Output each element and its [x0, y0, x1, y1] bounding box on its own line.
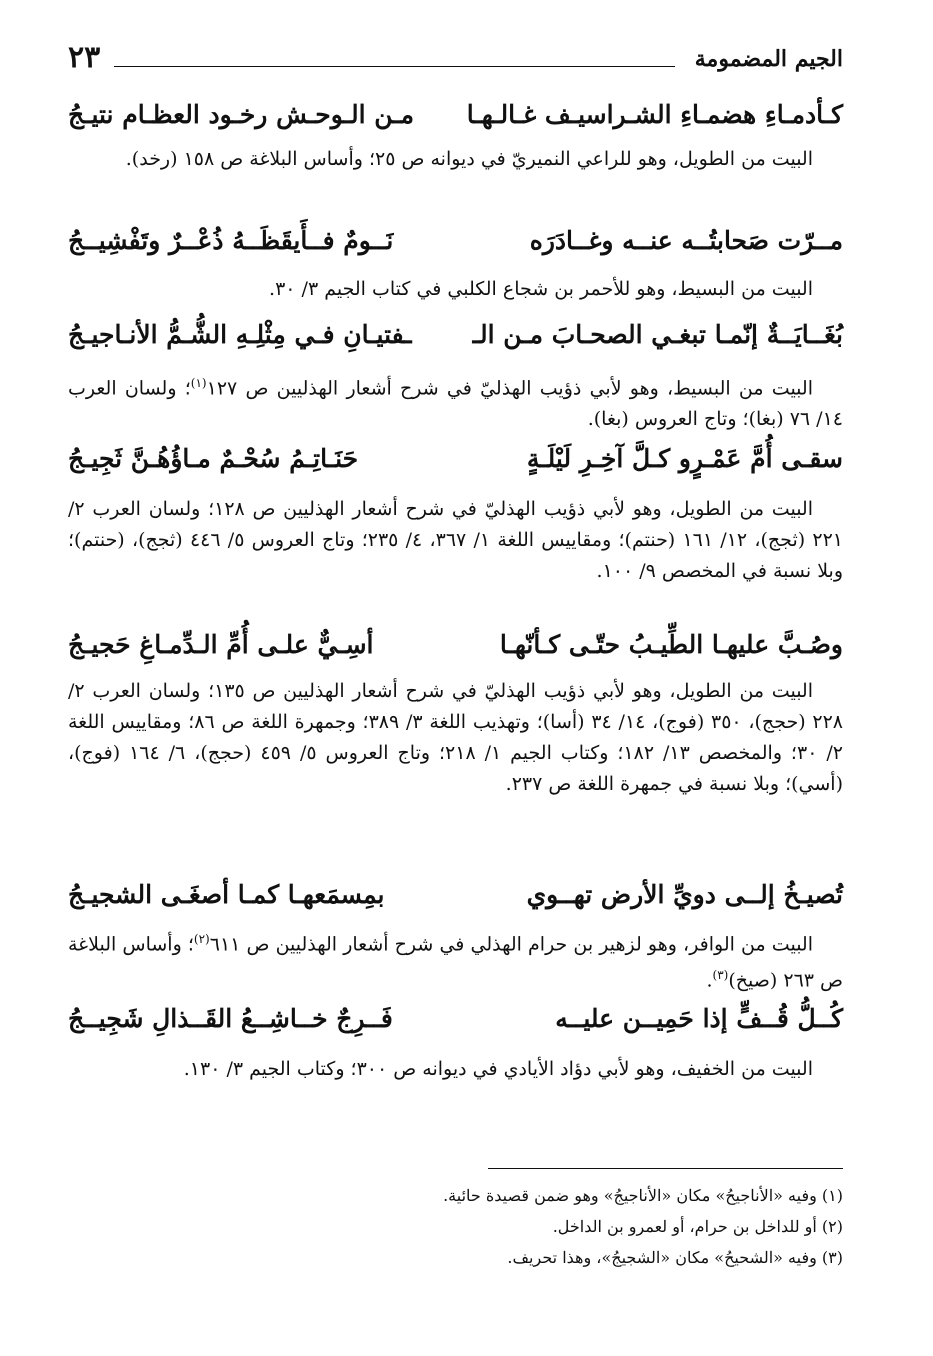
note-text: البيت من البسيط، وهو لأبي ذؤيب الهذليّ في شرح أشعار الهذليين ص ١٢٧: [206, 377, 813, 400]
footnote-ref[interactable]: (٢): [193, 932, 210, 946]
note-text: البيت من الطويل، وهو لأبي ذؤيب الهذليّ في شرح أشعار الهذليين ص ١٢٨؛ ولسان العرب ٢/ ٢٢١ (ثجج)، ١٢/ ١٦١ (حنتم)؛ ومقاييس اللغة ١/ ٣٦٧، ٤/ ٢٣٥؛ وتاج العروس ٥/ ٤٤٦ (ثجج)، (حنتم)؛ وبلا نسبة في المخصص ٩/ ١٠٠.: [68, 498, 843, 582]
first-hemistich: وصُـبَّ عليهـا الطِّيـبُ حتّـى كـأنّهـا: [499, 630, 843, 659]
second-hemistich: نَــومٌ فــأَيقَظَــهُ ذُعْــرٌ وتَفْشِيــجُ: [68, 226, 394, 255]
footnote-ref[interactable]: (١): [190, 376, 207, 390]
footnote-ref[interactable]: (٣): [712, 968, 729, 983]
footnote-3: (٣) وفيه «الشحيحُ» مكان «الشجيجُ»، وهذا تحريف.: [507, 1248, 843, 1267]
note-text: .: [706, 969, 713, 992]
second-hemistich: ـفتيـانِ فـي مِثْلِـهِ الشُّـمُّ الأنـاجيـجُ: [68, 320, 412, 349]
running-header: [68, 40, 843, 80]
note-text: البيت من الطويل، وهو لأبي ذؤيب الهذليّ في شرح أشعار الهذليين ص ١٣٥؛ ولسان العرب ٢/ ٢٢٨ (حجج)، ٣٥٠ (فوج)، ١٤/ ٣٤ (أسا)؛ وتهذيب اللغة ٣/ ٣٨٩؛ وجمهرة اللغة ص ٨٦؛ ومقاييس اللغة ٢/ ٣٠؛ والمخصص ١٣/ ١٨٢؛ وكتاب الجيم ١/ ٢١٨؛ وتاج العروس ٥/ ٤٥٩ (حجج)، ٦/ ١٦٤ (فوج)، (أسي)؛ وبلا نسبة في جمهرة اللغة ص ٢٣٧.: [68, 680, 844, 795]
footnote-1: (١) وفيه «الأناجيحُ» مكان «الأناجيجُ» وهو ضمن قصيدة حائية.: [443, 1186, 843, 1205]
verse-line: [68, 316, 843, 362]
first-hemistich: مــرّت صَحابتُــه عنــه وغــادَرَه: [529, 226, 843, 255]
verse-note: [68, 368, 843, 435]
verse-note: [68, 924, 843, 997]
second-hemistich: حَنَـاتِـمُ سُحْـمٌ مـاؤُهُـنَّ ثَجِيـجُ: [68, 444, 359, 473]
verse-note: [68, 1054, 843, 1085]
note-text: البيت من البسيط، وهو للأحمر بن شجاع الكلبي في كتاب الجيم ٣/ ٣٠.: [269, 278, 813, 300]
verse-line: [68, 222, 843, 268]
first-hemistich: بُغَــايَــةٌ إنّمـا تبغـي الصحـابَ مـن الـ: [472, 320, 843, 349]
verse-line: [68, 440, 843, 486]
footnote-separator: [488, 1168, 843, 1169]
first-hemistich: كـأدمـاءِ هضمـاءِ الشـراسيـف غـالـهـا: [466, 100, 843, 129]
verse-line: [68, 626, 843, 672]
verse-line: [68, 1000, 843, 1046]
note-text: البيت من الطويل، وهو للراعي النميريّ في ديوانه ص ٢٥؛ وأساس البلاغة ص ١٥٨ (رخد).: [125, 148, 813, 170]
verse-note: [68, 494, 843, 587]
second-hemistich: مـن الـوحـش رخـود العظـام نتيـجُ: [68, 100, 414, 129]
chapter-title: الجيم المضمومة: [694, 46, 843, 72]
first-hemistich: سقـى أُمَّ عَمْـرٍو كـلَّ آخِـرِ لَيْلَـةٍ: [526, 444, 843, 473]
verse-note: [68, 274, 843, 305]
second-hemistich: فَــرِجٌ خــاشِــعُ القَــذالِ شَجِيــجُ: [68, 1004, 393, 1033]
first-hemistich: تُصيـخُ إلــى دويِّ الأرض تهــوي: [526, 880, 843, 909]
verse-line: [68, 96, 843, 142]
verse-note: [68, 676, 843, 800]
verse-line: [68, 876, 843, 922]
first-hemistich: كُــلُّ قُــفٍّ إذا حَمِيــن عليــه: [555, 1004, 843, 1033]
note-text: ؛ وأساس البلاغة ص ٢٦٣ (صيخ): [68, 933, 843, 992]
note-text: البيت من الخفيف، وهو لأبي دؤاد الأيادي في ديوانه ص ٣٠٠؛ وكتاب الجيم ٣/ ١٣٠.: [183, 1058, 813, 1080]
second-hemistich: أسِـيٌّ علـى أُمِّ الـدِّمـاغِ حَجيـجُ: [68, 630, 374, 659]
note-text: البيت من الوافر، وهو لزهير بن حرام الهذلي في شرح أشعار الهذليين ص ٦١١: [209, 933, 813, 956]
verse-note: [68, 144, 843, 175]
footnote-2: (٢) أو للداخل بن حرام، أو لعمرو بن الداخل.: [552, 1217, 843, 1236]
page-number: ٢٣: [68, 40, 101, 75]
footnotes: [68, 1180, 843, 1273]
header-rule: [114, 66, 675, 67]
second-hemistich: بمِسمَعهـا كمـا أصغَـى الشجيـجُ: [68, 880, 385, 909]
note-text: ؛ ولسان العرب ١٤/ ٧٦ (بغا)؛ وتاج العروس (بغا).: [68, 377, 843, 431]
